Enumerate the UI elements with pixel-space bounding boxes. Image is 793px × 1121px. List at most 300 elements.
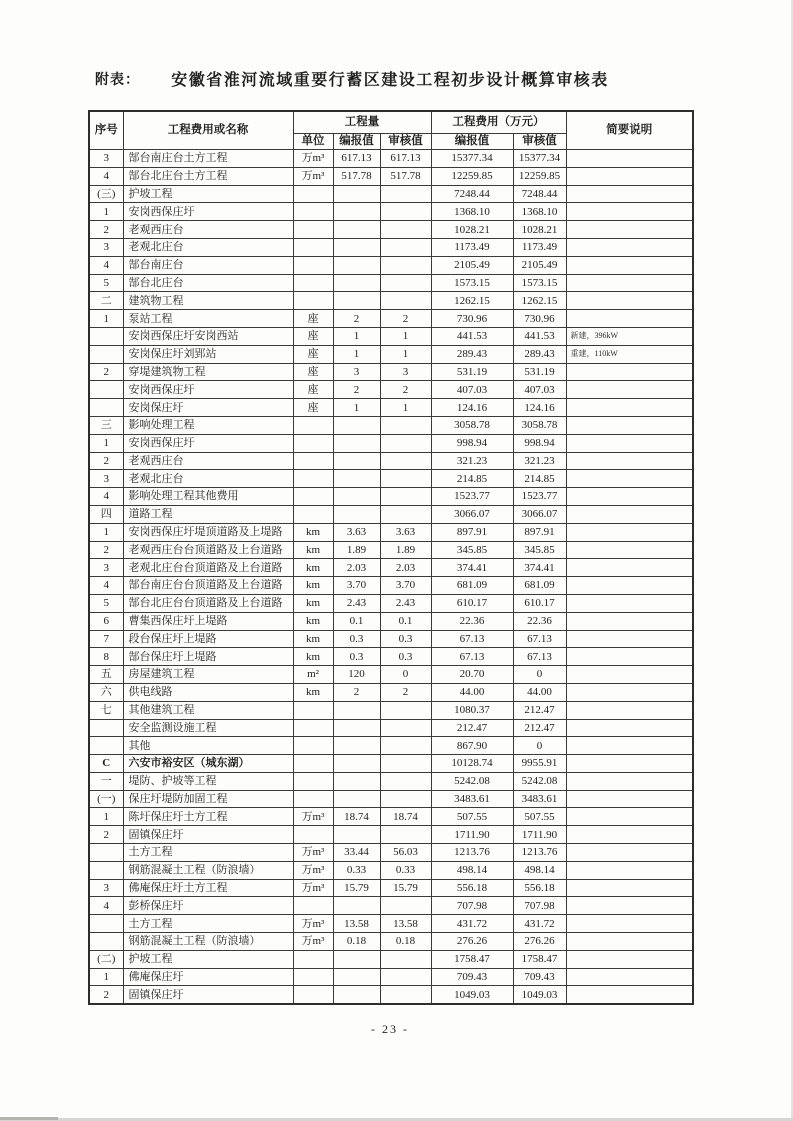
cell-item-name: 建筑物工程 (123, 292, 293, 310)
cell-qty-reported (333, 505, 380, 523)
table-row (89, 363, 693, 381)
cell-cost-reviewed: 7248.44 (513, 185, 566, 203)
cell-serial-no: 3 (89, 559, 123, 577)
cell-serial-no: 3 (89, 150, 123, 168)
cell-cost-reported: 289.43 (431, 345, 513, 363)
cell-item-name: 六安市裕安区（城东湖） (123, 755, 293, 773)
cell-unit (293, 505, 333, 523)
cell-cost-reported: 15377.34 (431, 150, 513, 168)
cell-cost-reported: 1523.77 (431, 488, 513, 506)
table-row (89, 986, 693, 1004)
cell-unit (293, 986, 333, 1004)
cell-cost-reported: 3483.61 (431, 790, 513, 808)
cell-qty-reviewed (380, 274, 431, 292)
cell-cost-reported: 1262.15 (431, 292, 513, 310)
table-row (89, 488, 693, 506)
budget-review-table (88, 110, 694, 1005)
cell-item-name: 郜台北庄台台顶道路及上台道路 (123, 594, 293, 612)
cell-cost-reviewed: 22.36 (513, 612, 566, 630)
cell-qty-reported (333, 256, 380, 274)
cell-serial-no (89, 915, 123, 933)
cell-item-name: 安岗西保庄圩 (123, 381, 293, 399)
cell-cost-reviewed: 407.03 (513, 381, 566, 399)
cell-cost-reported: 67.13 (431, 630, 513, 648)
cell-serial-no (89, 844, 123, 862)
cell-item-name: 佛庵保庄圩土方工程 (123, 879, 293, 897)
cell-cost-reviewed: 3483.61 (513, 790, 566, 808)
cell-remark (566, 683, 693, 701)
cell-qty-reported (333, 452, 380, 470)
cell-cost-reported: 3066.07 (431, 505, 513, 523)
cell-cost-reported: 498.14 (431, 861, 513, 879)
cell-cost-reported: 1173.49 (431, 238, 513, 256)
cell-item-name: 陈圩保庄圩土方工程 (123, 808, 293, 826)
cell-item-name: 郜台北庄台土方工程 (123, 167, 293, 185)
table-row (89, 630, 693, 648)
table-row (89, 221, 693, 239)
cell-cost-reviewed: 681.09 (513, 577, 566, 595)
header-qty-reviewed: 审核值 (380, 134, 431, 150)
cell-unit (293, 221, 333, 239)
cell-unit: km (293, 577, 333, 595)
cell-qty-reported (333, 790, 380, 808)
cell-qty-reviewed (380, 185, 431, 203)
scan-edge-bottom-dark (0, 1117, 58, 1120)
cell-qty-reported (333, 737, 380, 755)
cell-qty-reported: 2.03 (333, 559, 380, 577)
cell-qty-reviewed: 1 (380, 327, 431, 345)
cell-cost-reported: 441.53 (431, 327, 513, 345)
cell-serial-no: 1 (89, 808, 123, 826)
cell-item-name: 老观西庄台 (123, 221, 293, 239)
cell-serial-no: 5 (89, 274, 123, 292)
cell-cost-reported: 730.96 (431, 310, 513, 328)
cell-unit: 座 (293, 381, 333, 399)
cell-remark (566, 826, 693, 844)
cell-qty-reviewed (380, 950, 431, 968)
cell-cost-reviewed: 276.26 (513, 933, 566, 951)
cell-qty-reviewed (380, 221, 431, 239)
cell-cost-reported: 867.90 (431, 737, 513, 755)
table-row (89, 345, 693, 363)
cell-qty-reported (333, 897, 380, 915)
cell-cost-reviewed: 9955.91 (513, 755, 566, 773)
cell-unit (293, 452, 333, 470)
table-row (89, 826, 693, 844)
cell-serial-no: (三) (89, 185, 123, 203)
cell-qty-reviewed: 15.79 (380, 879, 431, 897)
cell-qty-reported: 15.79 (333, 879, 380, 897)
cell-qty-reviewed (380, 203, 431, 221)
cell-serial-no: 2 (89, 826, 123, 844)
cell-item-name: 固镇保庄圩 (123, 826, 293, 844)
table-row (89, 844, 693, 862)
header-serial-no: 序号 (89, 111, 123, 150)
cell-remark (566, 968, 693, 986)
cell-remark (566, 150, 693, 168)
cell-qty-reviewed: 0.3 (380, 630, 431, 648)
table-row (89, 790, 693, 808)
cell-serial-no: 2 (89, 221, 123, 239)
cell-qty-reviewed (380, 292, 431, 310)
cell-cost-reported: 12259.85 (431, 167, 513, 185)
cell-unit: 万m³ (293, 167, 333, 185)
cell-cost-reviewed: 67.13 (513, 648, 566, 666)
cell-unit (293, 897, 333, 915)
table-row (89, 772, 693, 790)
table-row (89, 701, 693, 719)
cell-remark (566, 897, 693, 915)
cell-qty-reported: 13.58 (333, 915, 380, 933)
table-row (89, 915, 693, 933)
cell-unit (293, 719, 333, 737)
cell-qty-reviewed: 617.13 (380, 150, 431, 168)
cell-unit: 座 (293, 310, 333, 328)
cell-unit: 座 (293, 363, 333, 381)
cell-cost-reported: 407.03 (431, 381, 513, 399)
cell-cost-reviewed: 431.72 (513, 915, 566, 933)
cell-serial-no: 1 (89, 310, 123, 328)
cell-qty-reported: 0.3 (333, 648, 380, 666)
cell-cost-reviewed: 214.85 (513, 470, 566, 488)
cell-remark: 新建，396kW (566, 327, 693, 345)
cell-item-name: 郜台北庄台 (123, 274, 293, 292)
cell-item-name: 安岗西保庄圩 (123, 203, 293, 221)
cell-remark (566, 933, 693, 951)
cell-unit (293, 256, 333, 274)
cell-cost-reported: 124.16 (431, 399, 513, 417)
cell-cost-reviewed: 730.96 (513, 310, 566, 328)
header-cost-group: 工程费用（万元） (431, 111, 566, 134)
cell-qty-reported (333, 488, 380, 506)
cell-remark (566, 381, 693, 399)
cell-cost-reported: 2105.49 (431, 256, 513, 274)
table-row (89, 381, 693, 399)
table-row (89, 523, 693, 541)
cell-cost-reported: 214.85 (431, 470, 513, 488)
cell-qty-reported (333, 185, 380, 203)
table-row (89, 968, 693, 986)
cell-remark (566, 701, 693, 719)
table-row (89, 185, 693, 203)
table-row (89, 559, 693, 577)
cell-qty-reported (333, 701, 380, 719)
cell-unit (293, 292, 333, 310)
cell-serial-no: (一) (89, 790, 123, 808)
cell-cost-reviewed: 998.94 (513, 434, 566, 452)
cell-item-name: 曹集西保庄圩上堤路 (123, 612, 293, 630)
cell-serial-no: 8 (89, 648, 123, 666)
cell-qty-reported: 3.63 (333, 523, 380, 541)
cell-qty-reported (333, 238, 380, 256)
cell-cost-reviewed: 44.00 (513, 683, 566, 701)
cell-serial-no (89, 719, 123, 737)
cell-unit (293, 185, 333, 203)
cell-remark (566, 666, 693, 684)
cell-item-name: 老观北庄台 (123, 238, 293, 256)
cell-cost-reported: 374.41 (431, 559, 513, 577)
cell-cost-reviewed: 709.43 (513, 968, 566, 986)
cell-cost-reported: 5242.08 (431, 772, 513, 790)
cell-qty-reviewed: 517.78 (380, 167, 431, 185)
table-row (89, 648, 693, 666)
cell-qty-reviewed (380, 505, 431, 523)
cell-unit (293, 755, 333, 773)
cell-qty-reviewed (380, 755, 431, 773)
cell-qty-reviewed: 3.63 (380, 523, 431, 541)
cell-cost-reviewed: 531.19 (513, 363, 566, 381)
attachment-label: 附表： (95, 73, 140, 88)
table-row (89, 452, 693, 470)
cell-item-name: 郜台南庄台 (123, 256, 293, 274)
cell-unit (293, 416, 333, 434)
cell-unit (293, 772, 333, 790)
cell-item-name: 土方工程 (123, 915, 293, 933)
cell-remark (566, 772, 693, 790)
cell-cost-reviewed: 374.41 (513, 559, 566, 577)
cell-remark (566, 879, 693, 897)
cell-qty-reported (333, 950, 380, 968)
table-row (89, 594, 693, 612)
cell-qty-reviewed: 0.33 (380, 861, 431, 879)
cell-unit (293, 790, 333, 808)
cell-qty-reported (333, 826, 380, 844)
header-unit: 单位 (293, 134, 333, 150)
table-row (89, 274, 693, 292)
cell-remark (566, 310, 693, 328)
cell-cost-reported: 1049.03 (431, 986, 513, 1004)
cell-cost-reviewed: 15377.34 (513, 150, 566, 168)
cell-unit: km (293, 683, 333, 701)
cell-cost-reviewed: 707.98 (513, 897, 566, 915)
cell-unit: km (293, 559, 333, 577)
cell-item-name: 佛庵保庄圩 (123, 968, 293, 986)
cell-qty-reviewed (380, 238, 431, 256)
cell-serial-no: 1 (89, 203, 123, 221)
cell-cost-reported: 22.36 (431, 612, 513, 630)
cell-cost-reviewed: 1173.49 (513, 238, 566, 256)
cell-serial-no: 1 (89, 523, 123, 541)
cell-cost-reviewed: 897.91 (513, 523, 566, 541)
cell-cost-reviewed: 507.55 (513, 808, 566, 826)
cell-item-name: 安岗西保庄圩安岗西站 (123, 327, 293, 345)
table-row (89, 577, 693, 595)
cell-cost-reported: 1573.15 (431, 274, 513, 292)
cell-cost-reported: 3058.78 (431, 416, 513, 434)
table-header (89, 111, 693, 150)
cell-item-name: 老观西庄台台顶道路及上台道路 (123, 541, 293, 559)
cell-unit: km (293, 612, 333, 630)
cell-unit: 万m³ (293, 915, 333, 933)
cell-unit (293, 274, 333, 292)
cell-unit: 万m³ (293, 844, 333, 862)
cell-qty-reported: 617.13 (333, 150, 380, 168)
cell-item-name: 段台保庄圩上堤路 (123, 630, 293, 648)
cell-serial-no: 6 (89, 612, 123, 630)
cell-item-name: 道路工程 (123, 505, 293, 523)
cell-qty-reviewed (380, 737, 431, 755)
cell-qty-reported: 0.33 (333, 861, 380, 879)
cell-cost-reviewed: 3066.07 (513, 505, 566, 523)
cell-unit: m² (293, 666, 333, 684)
cell-cost-reviewed: 0 (513, 737, 566, 755)
cell-cost-reviewed: 212.47 (513, 701, 566, 719)
cell-unit (293, 737, 333, 755)
cell-cost-reported: 276.26 (431, 933, 513, 951)
cell-cost-reported: 1711.90 (431, 826, 513, 844)
cell-remark (566, 488, 693, 506)
header-item-name: 工程费用或名称 (123, 111, 293, 150)
cell-cost-reported: 507.55 (431, 808, 513, 826)
cell-cost-reviewed: 1758.47 (513, 950, 566, 968)
cell-cost-reported: 1368.10 (431, 203, 513, 221)
header-cost-reviewed: 审核值 (513, 134, 566, 150)
cell-item-name: 供电线路 (123, 683, 293, 701)
cell-cost-reviewed: 3058.78 (513, 416, 566, 434)
cell-qty-reviewed (380, 470, 431, 488)
cell-remark (566, 523, 693, 541)
cell-serial-no: (二) (89, 950, 123, 968)
cell-remark (566, 470, 693, 488)
cell-cost-reported: 7248.44 (431, 185, 513, 203)
cell-qty-reported: 0.1 (333, 612, 380, 630)
cell-serial-no: 六 (89, 683, 123, 701)
cell-unit: 万m³ (293, 808, 333, 826)
cell-remark (566, 363, 693, 381)
cell-qty-reported (333, 986, 380, 1004)
cell-qty-reviewed (380, 790, 431, 808)
cell-remark (566, 559, 693, 577)
cell-qty-reviewed (380, 719, 431, 737)
cell-qty-reviewed: 0.18 (380, 933, 431, 951)
cell-qty-reviewed (380, 416, 431, 434)
cell-item-name: 土方工程 (123, 844, 293, 862)
cell-remark (566, 630, 693, 648)
cell-qty-reviewed: 56.03 (380, 844, 431, 862)
cell-serial-no: 二 (89, 292, 123, 310)
table-row (89, 310, 693, 328)
cell-item-name: 影响处理工程其他费用 (123, 488, 293, 506)
cell-qty-reported: 1 (333, 327, 380, 345)
cell-cost-reviewed: 124.16 (513, 399, 566, 417)
cell-cost-reviewed: 0 (513, 666, 566, 684)
cell-remark (566, 238, 693, 256)
table-row (89, 808, 693, 826)
cell-cost-reported: 1080.37 (431, 701, 513, 719)
cell-remark (566, 452, 693, 470)
cell-qty-reported: 2 (333, 683, 380, 701)
cell-serial-no: 3 (89, 879, 123, 897)
table-row (89, 666, 693, 684)
cell-unit: 万m³ (293, 879, 333, 897)
cell-serial-no: 五 (89, 666, 123, 684)
cell-qty-reviewed: 2.03 (380, 559, 431, 577)
cell-remark (566, 434, 693, 452)
cell-qty-reported: 18.74 (333, 808, 380, 826)
cell-qty-reviewed: 0.1 (380, 612, 431, 630)
cell-qty-reported: 2 (333, 381, 380, 399)
cell-item-name: 固镇保庄圩 (123, 986, 293, 1004)
cell-item-name: 安全监测设施工程 (123, 719, 293, 737)
cell-item-name: 安岗保庄圩刘郢站 (123, 345, 293, 363)
cell-remark (566, 577, 693, 595)
cell-remark (566, 594, 693, 612)
cell-qty-reported: 3.70 (333, 577, 380, 595)
table-row (89, 470, 693, 488)
cell-item-name: 郜台南庄台土方工程 (123, 150, 293, 168)
cell-remark (566, 986, 693, 1004)
cell-item-name: 老观北庄台 (123, 470, 293, 488)
cell-serial-no: 4 (89, 577, 123, 595)
cell-qty-reviewed (380, 701, 431, 719)
table-row (89, 719, 693, 737)
cell-unit: km (293, 523, 333, 541)
cell-qty-reviewed: 1.89 (380, 541, 431, 559)
header-remark: 简要说明 (566, 111, 693, 150)
cell-unit (293, 203, 333, 221)
cell-unit (293, 434, 333, 452)
cell-remark (566, 790, 693, 808)
cell-qty-reported: 0.3 (333, 630, 380, 648)
cell-item-name: 安岗保庄圩 (123, 399, 293, 417)
cell-item-name: 其他建筑工程 (123, 701, 293, 719)
cell-cost-reviewed: 1573.15 (513, 274, 566, 292)
cell-cost-reported: 431.72 (431, 915, 513, 933)
cell-cost-reviewed: 1368.10 (513, 203, 566, 221)
table-row (89, 755, 693, 773)
table-row (89, 203, 693, 221)
cell-qty-reported (333, 292, 380, 310)
cell-remark (566, 844, 693, 862)
cell-qty-reported: 1.89 (333, 541, 380, 559)
cell-item-name: 穿堤建筑物工程 (123, 363, 293, 381)
cell-serial-no: 2 (89, 363, 123, 381)
cell-remark (566, 648, 693, 666)
cell-remark (566, 292, 693, 310)
table-row (89, 150, 693, 168)
cell-unit (293, 950, 333, 968)
page-number: - 23 - (371, 1022, 409, 1036)
cell-item-name: 彭桥保庄圩 (123, 897, 293, 915)
cell-remark (566, 505, 693, 523)
cell-cost-reviewed: 321.23 (513, 452, 566, 470)
cell-qty-reported: 3 (333, 363, 380, 381)
cell-cost-reported: 998.94 (431, 434, 513, 452)
cell-cost-reported: 707.98 (431, 897, 513, 915)
cell-cost-reviewed: 212.47 (513, 719, 566, 737)
cell-item-name: 护坡工程 (123, 185, 293, 203)
cell-qty-reviewed: 0.3 (380, 648, 431, 666)
cell-qty-reported: 517.78 (333, 167, 380, 185)
cell-unit: km (293, 541, 333, 559)
cell-remark (566, 808, 693, 826)
cell-qty-reported (333, 203, 380, 221)
cell-qty-reviewed: 2 (380, 381, 431, 399)
cell-qty-reviewed (380, 452, 431, 470)
cell-serial-no: 三 (89, 416, 123, 434)
cell-serial-no (89, 399, 123, 417)
cell-item-name: 郜台保庄圩上堤路 (123, 648, 293, 666)
cell-item-name: 老观西庄台 (123, 452, 293, 470)
cell-qty-reviewed: 3.70 (380, 577, 431, 595)
cell-qty-reported (333, 719, 380, 737)
cell-cost-reported: 1213.76 (431, 844, 513, 862)
cell-remark (566, 755, 693, 773)
cell-cost-reviewed: 1028.21 (513, 221, 566, 239)
cell-qty-reported (333, 968, 380, 986)
cell-cost-reviewed: 441.53 (513, 327, 566, 345)
cell-cost-reviewed: 610.17 (513, 594, 566, 612)
